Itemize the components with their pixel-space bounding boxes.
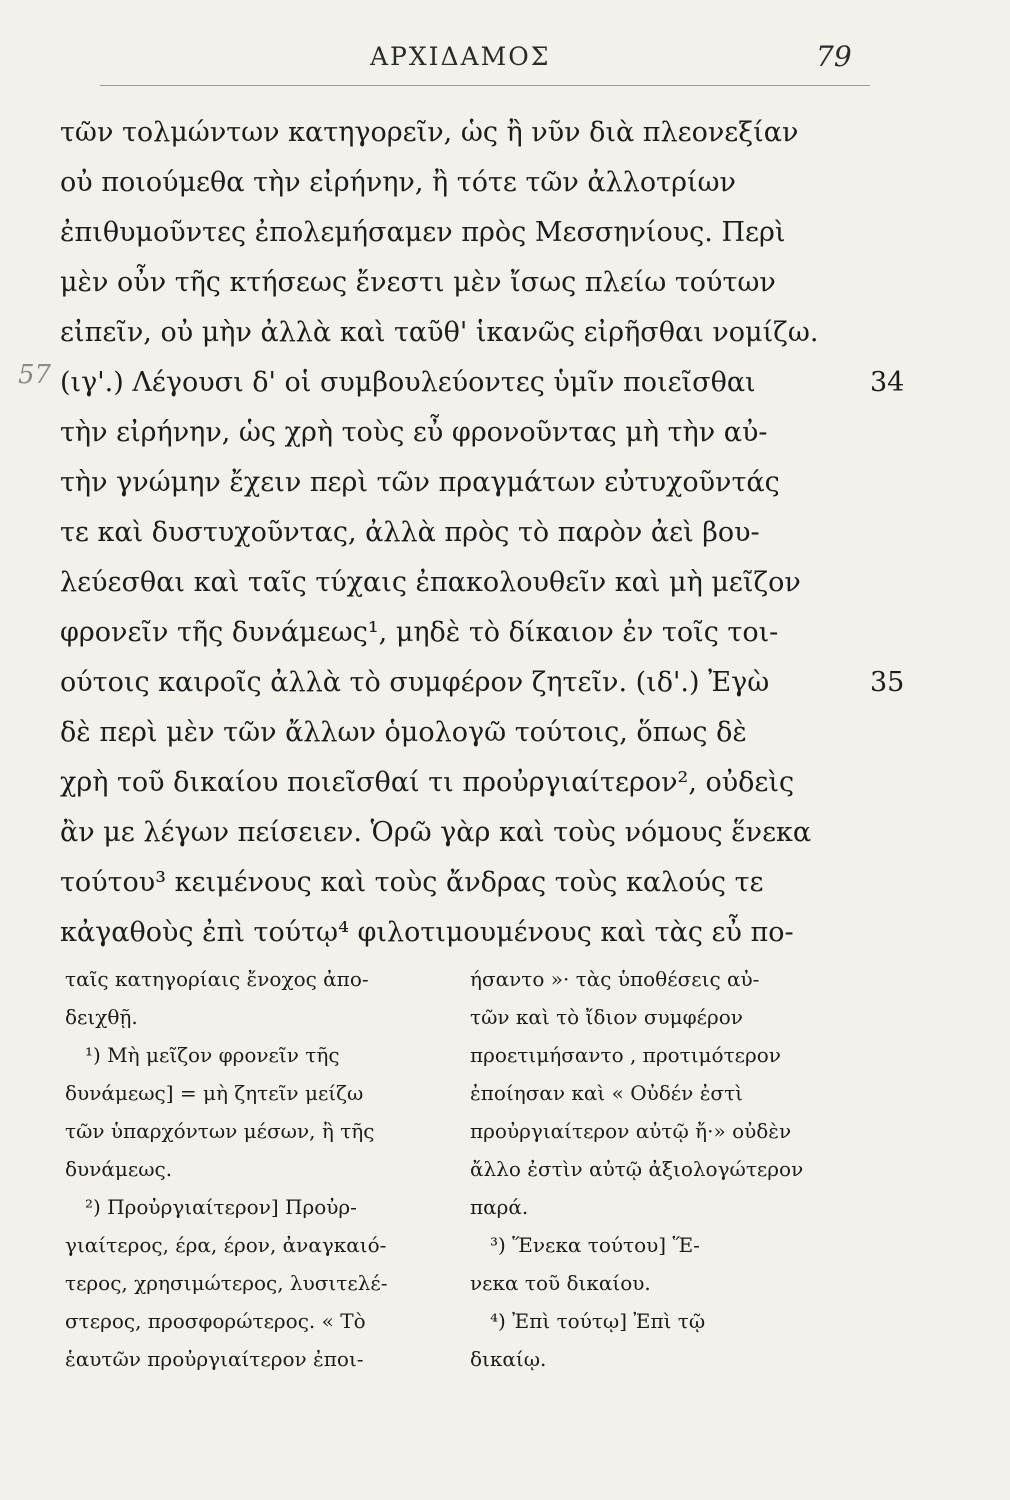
text-line: μὲν οὖν τῆς κτήσεως ἔνεστι μὲν ἴσως πλείω τούτων <box>60 267 776 298</box>
footnote-line: τῶν καὶ τὸ ἴδιον συμφέρον <box>470 1005 743 1029</box>
footnote-line: παρά. <box>470 1195 529 1219</box>
text-line: οὐ ποιούμεθα τὴν εἰρήνην, ἢ τότε τῶν ἀλλοτρίων <box>60 167 736 198</box>
text-line: τὴν εἰρήνην, ὡς χρὴ τοὺς εὖ φρονοῦντας μὴ τὴν αὐ- <box>60 417 768 448</box>
footnote-line: στερος, προσφορώτερος. « Τὸ <box>65 1309 366 1333</box>
footnote-line: δικαίῳ. <box>470 1347 547 1371</box>
main-text <box>60 108 920 958</box>
text-line: χρὴ τοῦ δικαίου ποιεῖσθαί τι προὐργιαίτερον², οὐδεὶς <box>60 767 795 798</box>
footnote-line: τερος, χρησιμώτερος, λυσιτελέ- <box>65 1271 388 1295</box>
footnote-line: τῶν ὑπαρχόντων μέσων, ἢ τῆς <box>65 1119 375 1143</box>
footnote-line: προετιμήσαντο , προτιμότερον <box>470 1043 781 1067</box>
footnote-line: δειχθῇ. <box>65 1005 138 1029</box>
footnote-line: ³) Ἕνεκα τούτου] Ἕ- <box>490 1233 700 1257</box>
header-rule <box>100 85 870 86</box>
text-line: ἂν με λέγων πείσειεν. Ὁρῶ γὰρ καὶ τοὺς νόμους ἕνεκα <box>60 817 812 848</box>
footnote-line: ήσαντο »· τὰς ὑποθέσεις αὐ- <box>470 967 760 991</box>
footnote-line: ἑαυτῶν προὐργιαίτερον ἐποι- <box>65 1347 364 1371</box>
footnote-line: δυνάμεως. <box>65 1157 173 1181</box>
footnotes <box>65 960 875 1420</box>
text-line: τε καὶ δυστυχοῦντας, ἀλλὰ πρὸς τὸ παρὸν ἀεὶ βου- <box>60 517 760 548</box>
text-line: δὲ περὶ μὲν τῶν ἄλλων ὁμολογῶ τούτοις, ὅπως δὲ <box>60 717 747 748</box>
footnote-line: ἄλλο ἐστὶν αὐτῷ ἀξιολογώτερον <box>470 1157 804 1181</box>
footnote-line: ἐποίησαν καὶ « Οὐδέν ἐστὶ <box>470 1081 743 1105</box>
footnote-line: νεκα τοῦ δικαίου. <box>470 1271 651 1295</box>
text-line: τὴν γνώμην ἔχειν περὶ τῶν πραγμάτων εὐτυχοῦντάς <box>60 467 780 498</box>
footnote-line: προὐργιαίτερον αὐτῷ ἤ·» οὐδὲν <box>470 1119 792 1143</box>
text-line: κἀγαθοὺς ἐπὶ τούτῳ⁴ φιλοτιμουμένους καὶ τὰς εὖ πο- <box>60 917 794 948</box>
footnote-line: ⁴) Ἐπὶ τούτῳ] Ἐπὶ τῷ <box>490 1309 706 1333</box>
footnote-column-right <box>470 960 865 1378</box>
text-line: λεύεσθαι καὶ ταῖς τύχαις ἐπακολουθεῖν καὶ μὴ μεῖζον <box>60 567 801 598</box>
footnote-line: ²) Προὐργιαίτερον] Προὐρ- <box>85 1195 357 1219</box>
footnote-line: ταῖς κατηγορίαις ἔνοχος ἀπο- <box>65 967 369 991</box>
margin-annotation: 57 <box>18 360 52 390</box>
footnote-line: γιαίτερος, έρα, έρον, ἀναγκαιό- <box>65 1233 387 1257</box>
text-line: τῶν τολμώντων κατηγορεῖν, ὡς ἢ νῦν διὰ πλεονεξίαν <box>60 117 799 148</box>
text-line: εἰπεῖν, οὐ μὴν ἀλλὰ καὶ ταῦθ' ἱκανῶς εἰρῆσθαι νομίζω. <box>60 317 819 348</box>
text-line-with-number <box>60 658 920 708</box>
page-number: 79 <box>816 40 852 73</box>
text-line: ούτοις καιροῖς ἀλλὰ τὸ συμφέρον ζητεῖν. (ιδ'.) Ἐγὼ <box>60 667 770 698</box>
text-line-with-number <box>60 358 920 408</box>
footnote-line: δυνάμεως] = μὴ ζητεῖν μείζω <box>65 1081 364 1105</box>
footnote-column-left <box>65 960 460 1378</box>
running-head <box>0 42 1010 82</box>
line-number: 34 <box>870 367 905 398</box>
text-line: ἐπιθυμοῦντες ἐπολεμήσαμεν πρὸς Μεσσηνίους. Περὶ <box>60 217 786 248</box>
footnote-line: ¹) Μὴ μεῖζον φρονεῖν τῆς <box>85 1043 340 1067</box>
running-title: ΑΡΧΙΔΑΜΟΣ <box>370 42 551 71</box>
text-line: φρονεῖν τῆς δυνάμεως¹, μηδὲ τὸ δίκαιον ἐν τοῖς τοι- <box>60 617 779 648</box>
line-number: 35 <box>870 667 905 698</box>
text-line: τούτου³ κειμένους καὶ τοὺς ἄνδρας τοὺς καλούς τε <box>60 867 764 898</box>
text-line: (ιγ'.) Λέγουσι δ' οἱ συμβουλεύοντες ὑμῖν ποιεῖσθαι <box>60 367 756 398</box>
